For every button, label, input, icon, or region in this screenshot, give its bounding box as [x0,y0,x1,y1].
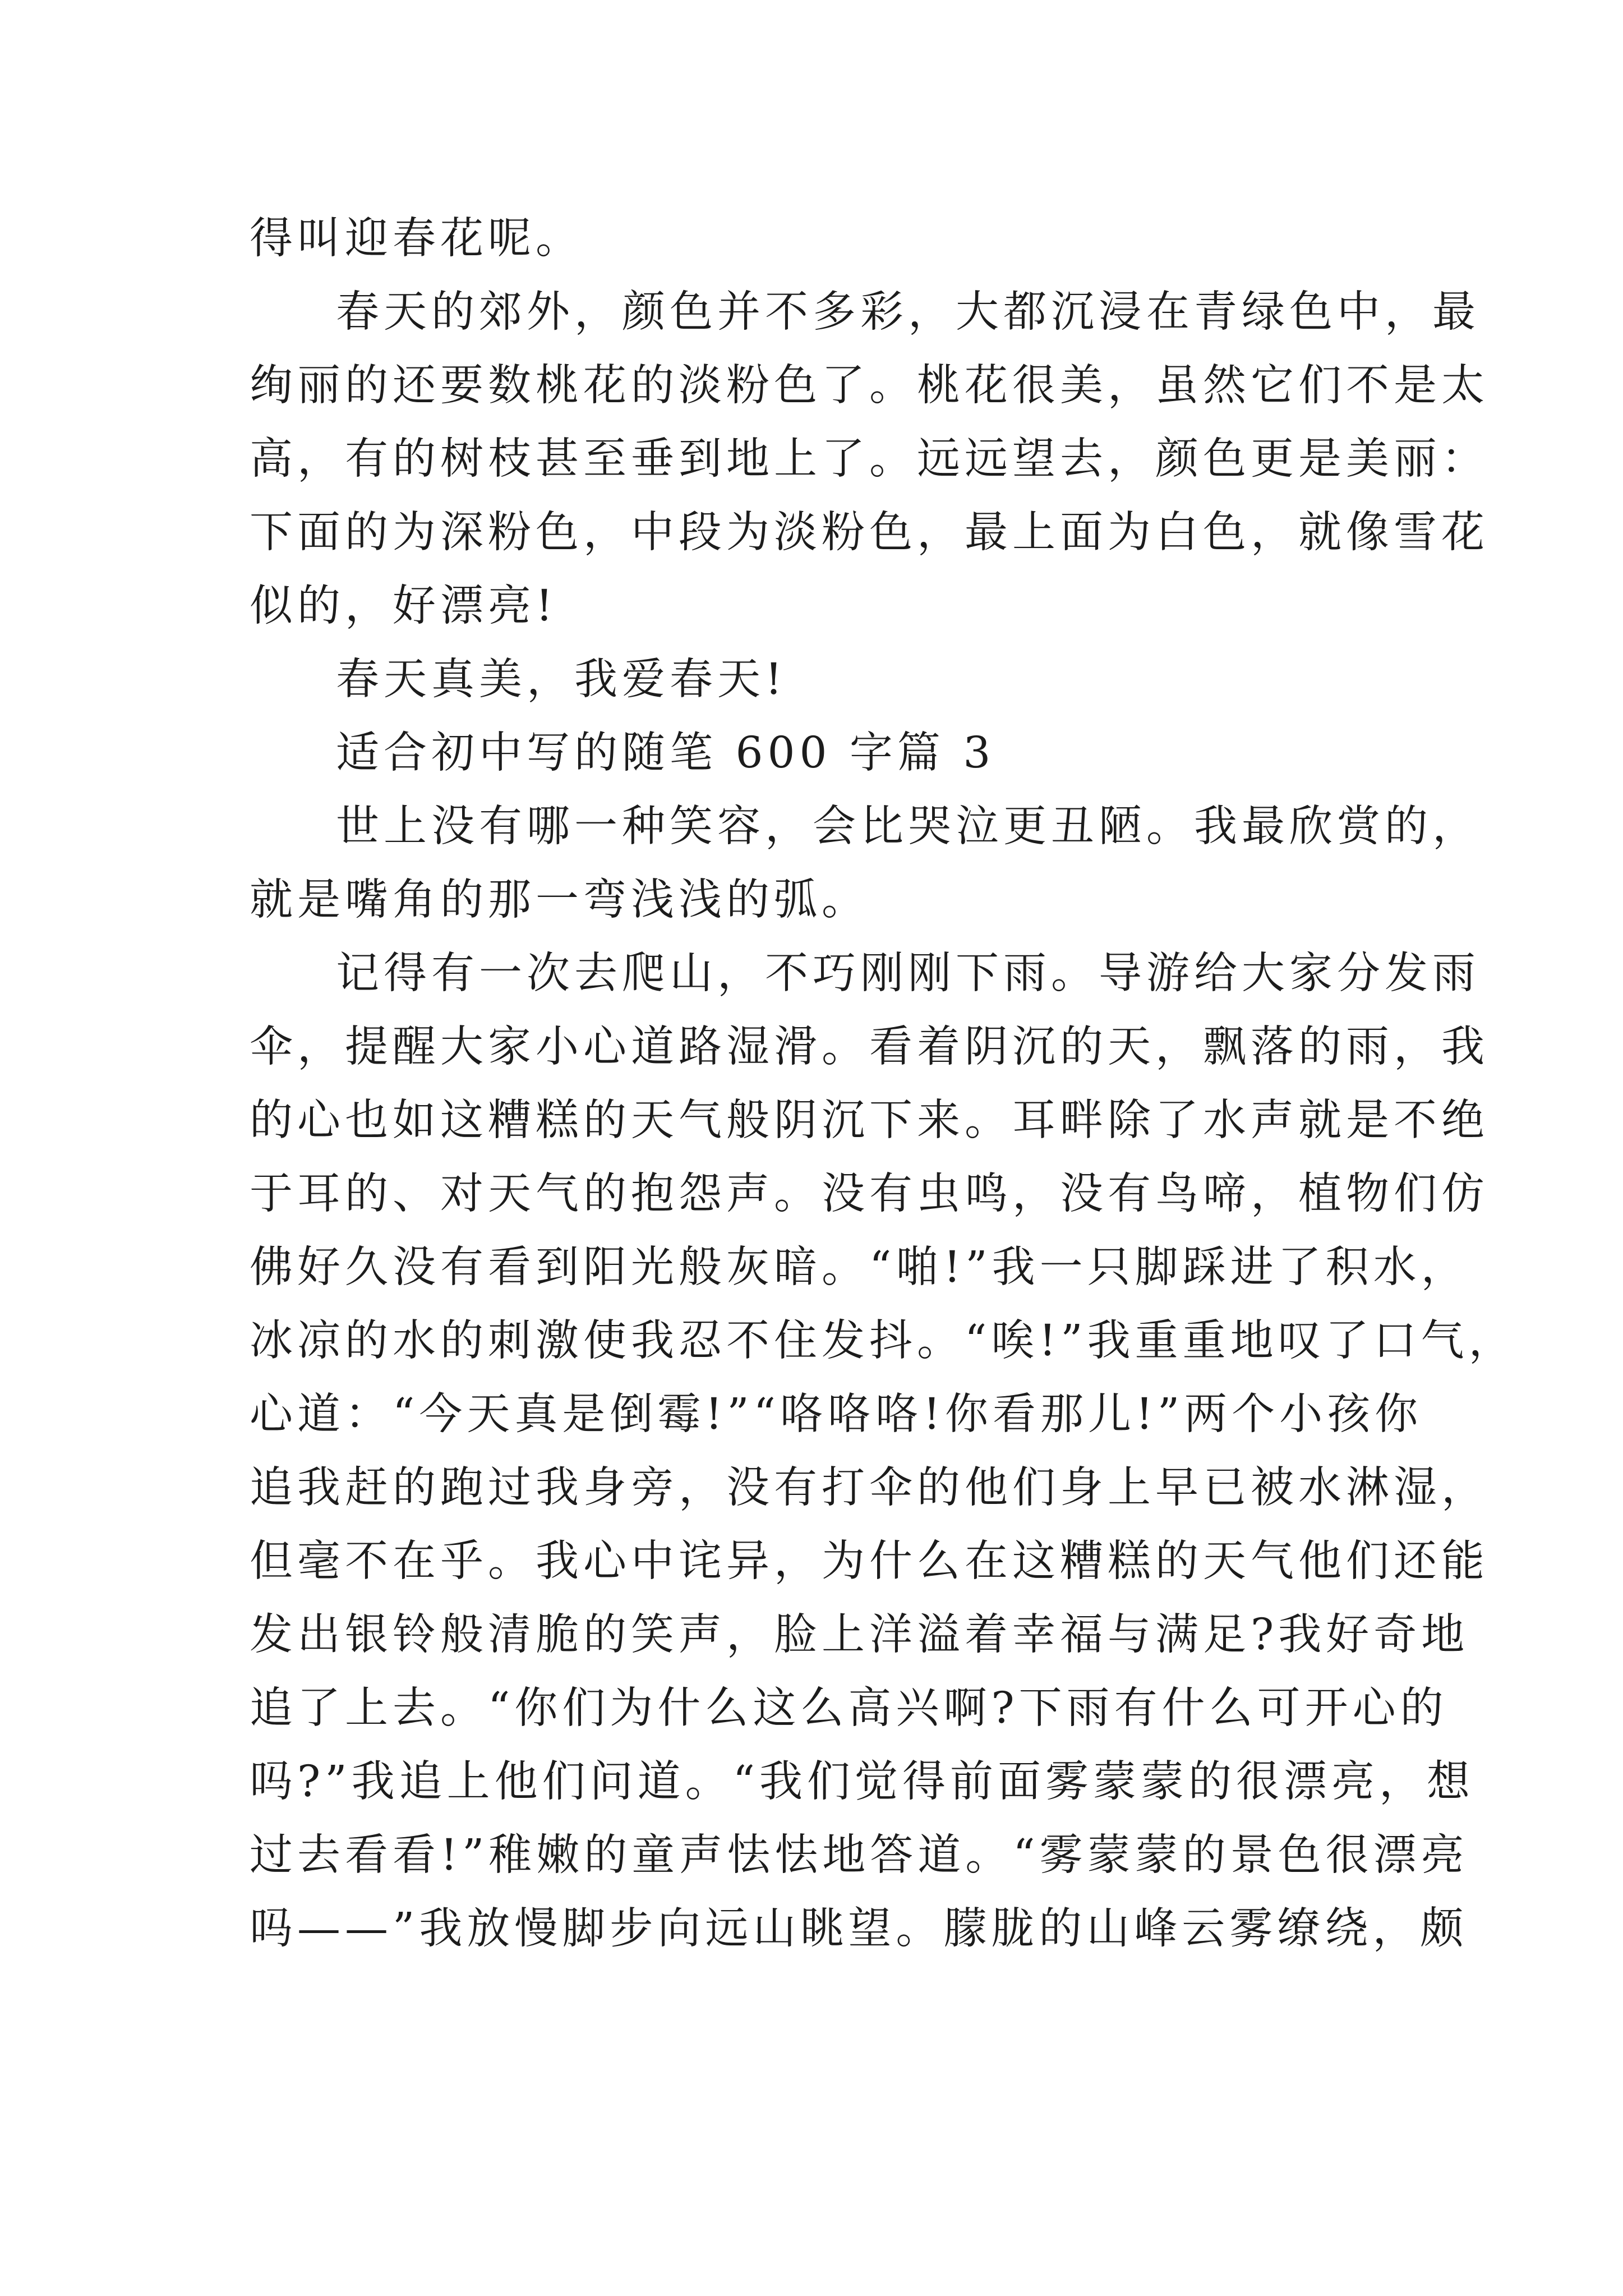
text-line: 追我赶的跑过我身旁，没有打伞的他们身上早已被水淋湿， [250,1463,1489,1513]
paragraph-mountain [250,937,1516,1966]
text-line: 就是嘴角的那一弯浅浅的弧。 [250,875,869,925]
text-line: 记得有一次去爬山，不巧刚刚下雨。导游给大家分发雨 [336,949,1480,999]
text-line: 似的，好漂亮! [250,581,557,631]
text-line: 绚丽的还要数桃花的淡粉色了。桃花很美，虽然它们不是太 [250,361,1489,411]
text-line: 的心也如这糟糕的天气般阴沉下来。耳畔除了水声就是不绝 [250,1096,1489,1145]
paragraph-continuation [250,202,1396,275]
text-line: 得叫迎春花呢。 [250,214,583,264]
text-line: 过去看看!”稚嫩的童声怯怯地答道。“雾蒙蒙的景色很漂亮 [250,1830,1469,1880]
text-line: 世上没有哪一种笑容，会比哭泣更丑陋。我最欣赏的， [336,802,1480,852]
text-line: 春天真美，我爱春天! [336,655,787,705]
text-line: 于耳的、对天气的抱怨声。没有虫鸣，没有鸟啼，植物们仿 [250,1169,1489,1219]
text-line: 高，有的树枝甚至垂到地上了。远远望去，颜色更是美丽： [250,434,1489,484]
text-line: 伞，提醒大家小心道路湿滑。看着阴沉的天，飘落的雨，我 [250,1022,1489,1072]
heading-line: 适合初中写的随笔 600 字篇 3 [336,728,995,778]
text-line: 冰凉的水的刺激使我忍不住发抖。“唉!”我重重地叹了口气， [250,1316,1516,1366]
text-line: 春天的郊外，颜色并不多彩，大都沉浸在青绿色中，最 [336,287,1480,337]
text-line: 心道：“今天真是倒霉!”“咯咯咯!你看那儿!”两个小孩你 [250,1389,1423,1439]
text-line: 佛好久没有看到阳光般灰暗。“啪!”我一只脚踩进了积水， [250,1243,1469,1292]
paragraph-suburbs [250,275,1489,643]
paragraph-love-spring [250,643,1396,716]
paragraph-smile [250,790,1480,937]
section-heading [250,716,1396,790]
text-line: 发出银铃般清脆的笑声，脸上洋溢着幸福与满足?我好奇地 [250,1610,1469,1660]
text-line: 但毫不在乎。我心中诧异，为什么在这糟糕的天气他们还能 [250,1536,1489,1586]
text-line: 吗——”我放慢脚步向远山眺望。朦胧的山峰云雾缭绕，颇 [250,1904,1468,1954]
text-line: 吗?”我追上他们问道。“我们觉得前面雾蒙蒙的很漂亮，想 [250,1757,1475,1807]
document-body [250,202,1516,1966]
text-line: 下面的为深粉色，中段为淡粉色，最上面为白色，就像雪花 [250,508,1489,558]
text-line: 追了上去。“你们为什么这么高兴啊?下雨有什么可开心的 [250,1683,1448,1733]
